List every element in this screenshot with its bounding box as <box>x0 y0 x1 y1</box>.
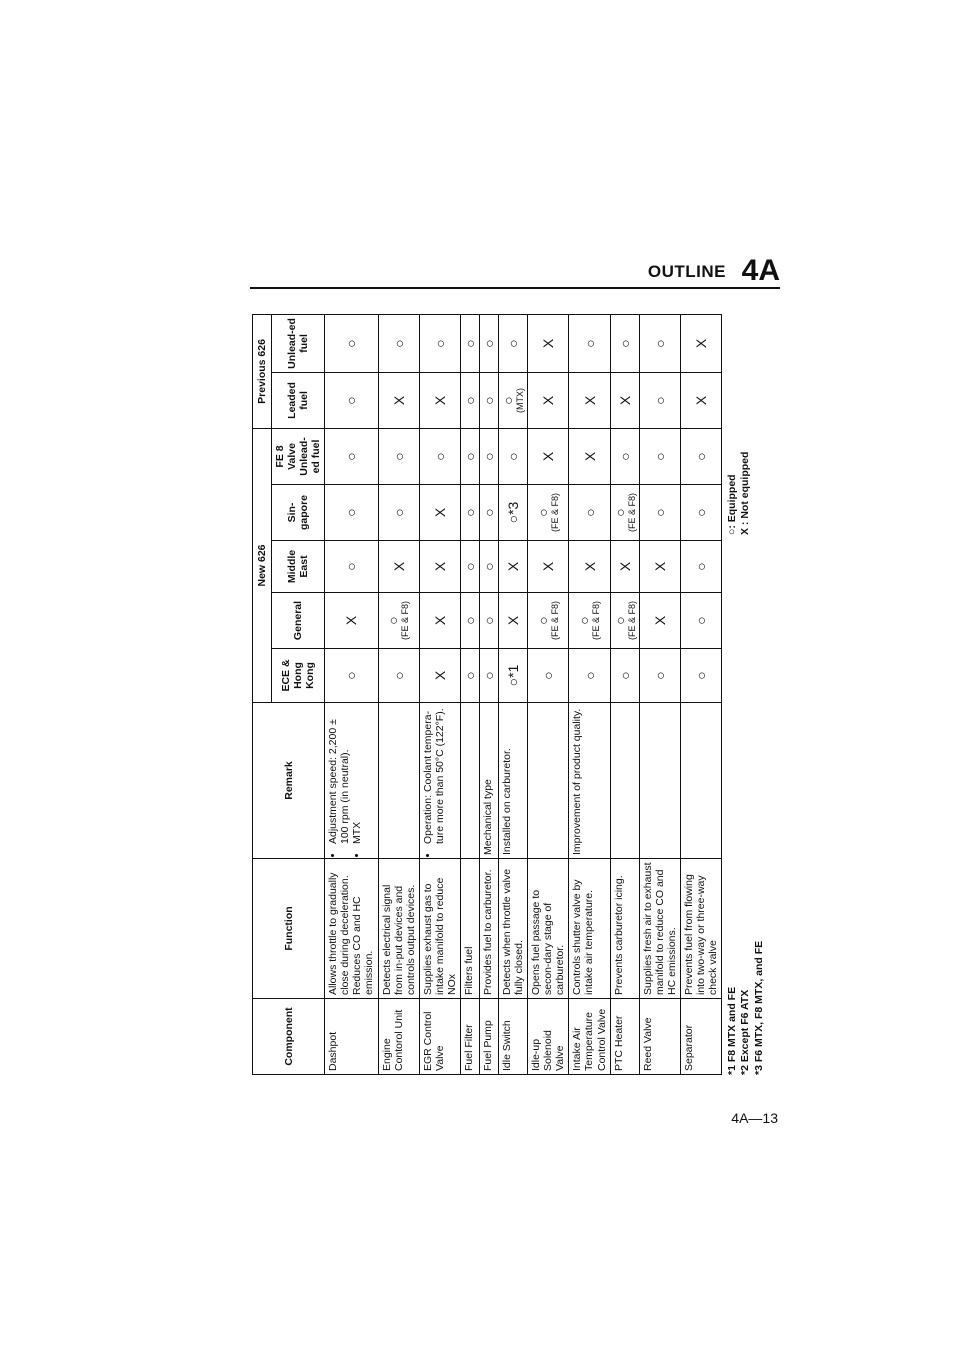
footnote: *3 F6 MTX, F8 MTX, and FE <box>752 940 765 1075</box>
cell-function: Allows throttle to gradually close during deceleration. Reduces CO and HC emission. <box>325 859 378 999</box>
equipment-symbol: ○ <box>390 671 407 680</box>
header-remark: Remark <box>253 703 325 859</box>
equipment-symbol: ○ <box>480 508 497 517</box>
header-general: General <box>272 593 325 649</box>
equipment-symbol: ○ <box>505 452 522 461</box>
cell-equipment-mark <box>460 428 479 484</box>
cell-equipment-mark <box>569 372 610 428</box>
equipment-symbol: ○ <box>652 396 669 405</box>
rotated-spec-table-container <box>252 315 765 1075</box>
cell-equipment-mark <box>378 485 419 541</box>
cell-equipment-mark <box>498 314 527 372</box>
equipment-symbol: ○ <box>461 396 478 405</box>
equipment-symbol: ○ <box>480 396 497 405</box>
cell-equipment-mark <box>479 314 498 372</box>
cell-equipment-mark <box>460 649 479 703</box>
table-row <box>528 314 569 1074</box>
cell-component: Fuel Filter <box>460 999 479 1075</box>
equipment-symbol: ○ <box>461 616 478 625</box>
equipment-symbol: ○ <box>693 562 710 571</box>
equipment-symbol: X <box>616 561 633 572</box>
equipment-symbol: ○*1 <box>505 664 522 687</box>
equipment-note: (FE & F8) <box>550 493 561 533</box>
equipment-symbol: X <box>505 615 522 626</box>
cell-equipment-mark <box>479 541 498 593</box>
cell-equipment-mark <box>378 541 419 593</box>
cell-function: Detects electrical signal from in-put devices and controls output devices. <box>378 859 419 999</box>
cell-equipment-mark <box>681 372 722 428</box>
equipment-symbol: ○ <box>540 671 557 680</box>
equipment-symbol: ○ <box>343 339 360 348</box>
cell-component: EGR Control Valve <box>419 999 460 1075</box>
cell-remark <box>528 703 569 859</box>
table-row <box>419 314 460 1074</box>
header-singapore: Sin-gapore <box>272 485 325 541</box>
cell-equipment-mark <box>498 485 527 541</box>
equipment-symbol: ○ <box>535 508 552 517</box>
cell-remark <box>610 703 639 859</box>
header-group-new-626: New 626 <box>253 428 272 702</box>
cell-equipment-mark <box>460 314 479 372</box>
cell-equipment-mark <box>378 593 419 649</box>
equipment-symbol: ○ <box>343 508 360 517</box>
cell-equipment-mark <box>498 428 527 484</box>
cell-equipment-mark <box>325 541 378 593</box>
equipment-symbol: ○ <box>343 562 360 571</box>
cell-equipment-mark <box>610 485 639 541</box>
equipment-symbol: X <box>431 670 448 681</box>
cell-equipment-mark <box>639 485 680 541</box>
equipment-symbol: ○ <box>343 396 360 405</box>
cell-equipment-mark <box>460 372 479 428</box>
equipment-symbol: X <box>505 561 522 572</box>
cell-function: Supplies exhaust gas to intake manifold to reduce NOx <box>419 859 460 999</box>
equipment-symbol: ○ <box>652 452 669 461</box>
cell-equipment-mark <box>460 593 479 649</box>
equipment-symbol: X <box>390 561 407 572</box>
equipment-symbol: X <box>540 395 557 406</box>
cell-equipment-mark <box>378 428 419 484</box>
cell-remark <box>681 703 722 859</box>
cell-equipment-mark <box>419 485 460 541</box>
equipment-symbol: ○ <box>461 671 478 680</box>
cell-component: Reed Valve <box>639 999 680 1075</box>
cell-equipment-mark <box>528 649 569 703</box>
cell-equipment-mark <box>325 372 378 428</box>
equipment-symbol: ○ <box>480 616 497 625</box>
header-unleaded-fuel: Unlead-ed fuel <box>272 314 325 372</box>
equipment-symbol: ○ <box>581 671 598 680</box>
footnote: *1 F8 MTX and FE <box>726 986 739 1075</box>
equipment-symbol: X <box>581 451 598 462</box>
cell-equipment-mark <box>528 314 569 372</box>
cell-equipment-mark <box>479 428 498 484</box>
cell-equipment-mark <box>378 314 419 372</box>
equipment-symbol: X <box>431 561 448 572</box>
page-number: 4A—13 <box>731 1110 778 1126</box>
cell-component: Separator <box>681 999 722 1075</box>
table-row <box>460 314 479 1074</box>
cell-equipment-mark <box>528 372 569 428</box>
cell-equipment-mark <box>479 649 498 703</box>
cell-component: Intake Air Temperature Control Valve <box>569 999 610 1075</box>
equipment-symbol: X <box>652 561 669 572</box>
cell-equipment-mark <box>498 649 527 703</box>
cell-function: Supplies fresh air to exhaust manifold to reduce CO and HC emissions. <box>639 859 680 999</box>
cell-component: PTC Heater <box>610 999 639 1075</box>
header-ece-hong-kong: ECE & Hong Kong <box>272 649 325 703</box>
cell-equipment-mark <box>569 593 610 649</box>
page-header <box>580 240 780 290</box>
cell-component: Engine Contorol Unit <box>378 999 419 1075</box>
cell-equipment-mark <box>498 541 527 593</box>
cell-equipment-mark <box>419 428 460 484</box>
equipment-symbol: X <box>693 338 710 349</box>
equipment-symbol: ○ <box>431 452 448 461</box>
cell-equipment-mark <box>681 314 722 372</box>
equipment-symbol: X <box>431 615 448 626</box>
header-function: Function <box>253 859 325 999</box>
table-row <box>479 314 498 1074</box>
cell-equipment-mark <box>639 372 680 428</box>
cell-function: Prevents fuel from flowing into two-way or three-way check valve <box>681 859 722 999</box>
section-label: OUTLINE <box>647 262 726 281</box>
component-spec-table <box>252 314 722 1075</box>
equipment-symbol: X <box>390 395 407 406</box>
header-rule <box>250 287 780 289</box>
cell-function: Detects when throttle valve fully closed. <box>498 859 527 999</box>
equipment-symbol: ○ <box>611 508 628 517</box>
cell-component: Idle-up Solenoid Valve <box>528 999 569 1075</box>
cell-equipment-mark <box>325 314 378 372</box>
equipment-note: (FE & F8) <box>626 493 637 533</box>
cell-equipment-mark <box>569 541 610 593</box>
cell-function: Filters fuel <box>460 859 479 999</box>
equipment-symbol: X <box>540 338 557 349</box>
cell-equipment-mark <box>479 593 498 649</box>
cell-equipment-mark <box>460 485 479 541</box>
equipment-symbol: ○ <box>581 508 598 517</box>
footnotes <box>726 315 776 1075</box>
cell-equipment-mark <box>479 372 498 428</box>
equipment-symbol: ○ <box>480 671 497 680</box>
equipment-symbol: X <box>343 615 360 626</box>
equipment-symbol: ○ <box>390 452 407 461</box>
remark-bullet: • MTX <box>351 706 363 844</box>
equipment-symbol: ○ <box>461 508 478 517</box>
section-number: 4A <box>741 254 780 287</box>
equipment-symbol: X <box>540 451 557 462</box>
cell-equipment-mark <box>325 649 378 703</box>
cell-remark <box>460 703 479 859</box>
legend <box>726 452 752 535</box>
cell-function: Opens fuel passage to secon-dary stage of carburetor. <box>528 859 569 999</box>
cell-remark <box>639 703 680 859</box>
cell-equipment-mark <box>569 649 610 703</box>
equipment-symbol: ○ <box>499 396 516 405</box>
header-middle-east: Middle East <box>272 541 325 593</box>
cell-equipment-mark <box>419 541 460 593</box>
equipment-symbol: ○ <box>480 562 497 571</box>
cell-equipment-mark <box>639 541 680 593</box>
equipment-symbol: ○ <box>461 339 478 348</box>
equipment-symbol: X <box>616 395 633 406</box>
equipment-symbol: ○ <box>343 671 360 680</box>
remark-bullet: • Adjustment speed: 2,200 ± 100 rpm (in neutral). <box>327 706 351 844</box>
equipment-note: (FE & F8) <box>626 601 637 641</box>
cell-equipment-mark <box>325 593 378 649</box>
table-row <box>639 314 680 1074</box>
equipment-symbol: ○ <box>693 671 710 680</box>
equipment-symbol: X <box>581 561 598 572</box>
cell-equipment-mark <box>639 593 680 649</box>
cell-remark: Improvement of product quality. <box>569 703 610 859</box>
table-row <box>610 314 639 1074</box>
header-fe8-valve: FE 8 Valve Unlead-ed fuel <box>272 428 325 484</box>
cell-equipment-mark <box>528 593 569 649</box>
equipment-symbol: ○*3 <box>505 501 522 524</box>
cell-equipment-mark <box>419 372 460 428</box>
legend-not-equipped: X : Not equipped <box>739 451 752 535</box>
cell-remark <box>378 703 419 859</box>
cell-equipment-mark <box>528 485 569 541</box>
cell-remark: Installed on carburetor. <box>498 703 527 859</box>
equipment-symbol: ○ <box>431 339 448 348</box>
legend-equipped: ○: Equipped <box>726 474 739 535</box>
equipment-symbol: ○ <box>390 508 407 517</box>
cell-equipment-mark <box>610 372 639 428</box>
table-row <box>498 314 527 1074</box>
cell-equipment-mark <box>419 593 460 649</box>
cell-equipment-mark <box>419 314 460 372</box>
equipment-symbol: X <box>431 395 448 406</box>
cell-equipment-mark <box>610 428 639 484</box>
cell-equipment-mark <box>479 485 498 541</box>
cell-equipment-mark <box>378 372 419 428</box>
remark-bullet: • Operation: Coolant tempera-ture more than 50°C (122°F). <box>422 706 446 844</box>
cell-component: Dashpot <box>325 999 378 1075</box>
equipment-symbol: ○ <box>693 508 710 517</box>
equipment-symbol: ○ <box>652 508 669 517</box>
equipment-note: (FE & F8) <box>550 601 561 641</box>
cell-equipment-mark <box>460 541 479 593</box>
equipment-note: (FE & F8) <box>591 601 602 641</box>
cell-equipment-mark <box>419 649 460 703</box>
equipment-symbol: ○ <box>581 339 598 348</box>
cell-remark: Mechanical type <box>479 703 498 859</box>
cell-equipment-mark <box>569 314 610 372</box>
cell-equipment-mark <box>378 649 419 703</box>
equipment-symbol: ○ <box>693 452 710 461</box>
cell-remark <box>419 703 460 859</box>
cell-function: Prevents carburetor icing. <box>610 859 639 999</box>
equipment-symbol: ○ <box>616 339 633 348</box>
cell-function: Provides fuel to carburetor. <box>479 859 498 999</box>
table-row <box>325 314 378 1074</box>
equipment-symbol: X <box>431 507 448 518</box>
cell-equipment-mark <box>681 541 722 593</box>
cell-equipment-mark <box>639 314 680 372</box>
header-leaded-fuel: Leaded fuel <box>272 372 325 428</box>
cell-equipment-mark <box>610 314 639 372</box>
equipment-symbol: ○ <box>480 452 497 461</box>
table-row <box>569 314 610 1074</box>
equipment-symbol: ○ <box>652 339 669 348</box>
cell-equipment-mark <box>498 593 527 649</box>
cell-equipment-mark <box>528 541 569 593</box>
cell-equipment-mark <box>325 485 378 541</box>
cell-equipment-mark <box>569 485 610 541</box>
table-row <box>378 314 419 1074</box>
footnote: *2 Except F6 ATX <box>739 989 752 1075</box>
cell-function: Controls shutter valve by intake air temperature. <box>569 859 610 999</box>
equipment-symbol: ○ <box>343 452 360 461</box>
cell-component: Idle Switch <box>498 999 527 1075</box>
header-group-previous-626: Previous 626 <box>253 314 272 428</box>
equipment-symbol: ○ <box>385 616 402 625</box>
equipment-symbol: X <box>652 615 669 626</box>
equipment-symbol: X <box>693 395 710 406</box>
equipment-symbol: ○ <box>576 616 593 625</box>
equipment-symbol: ○ <box>616 452 633 461</box>
cell-equipment-mark <box>681 593 722 649</box>
cell-remark <box>325 703 378 859</box>
header-component: Component <box>253 999 325 1075</box>
table-row <box>681 314 722 1074</box>
cell-equipment-mark <box>569 428 610 484</box>
equipment-symbol: ○ <box>611 616 628 625</box>
cell-equipment-mark <box>681 485 722 541</box>
equipment-symbol: X <box>581 395 598 406</box>
table-body <box>325 314 722 1074</box>
cell-equipment-mark <box>528 428 569 484</box>
cell-equipment-mark <box>325 428 378 484</box>
equipment-symbol: X <box>540 561 557 572</box>
equipment-symbol: ○ <box>390 339 407 348</box>
cell-equipment-mark <box>681 649 722 703</box>
equipment-note: (MTX) <box>514 387 525 413</box>
equipment-symbol: ○ <box>461 452 478 461</box>
equipment-symbol: ○ <box>535 616 552 625</box>
cell-equipment-mark <box>639 649 680 703</box>
cell-equipment-mark <box>498 372 527 428</box>
cell-equipment-mark <box>610 649 639 703</box>
equipment-symbol: ○ <box>461 562 478 571</box>
equipment-symbol: ○ <box>480 339 497 348</box>
equipment-symbol: ○ <box>693 616 710 625</box>
cell-component: Fuel Pump <box>479 999 498 1075</box>
equipment-note: (FE & F8) <box>400 601 411 641</box>
cell-equipment-mark <box>639 428 680 484</box>
equipment-symbol: ○ <box>505 339 522 348</box>
cell-equipment-mark <box>610 593 639 649</box>
cell-equipment-mark <box>681 428 722 484</box>
equipment-symbol: ○ <box>616 671 633 680</box>
cell-equipment-mark <box>610 541 639 593</box>
equipment-symbol: ○ <box>652 671 669 680</box>
